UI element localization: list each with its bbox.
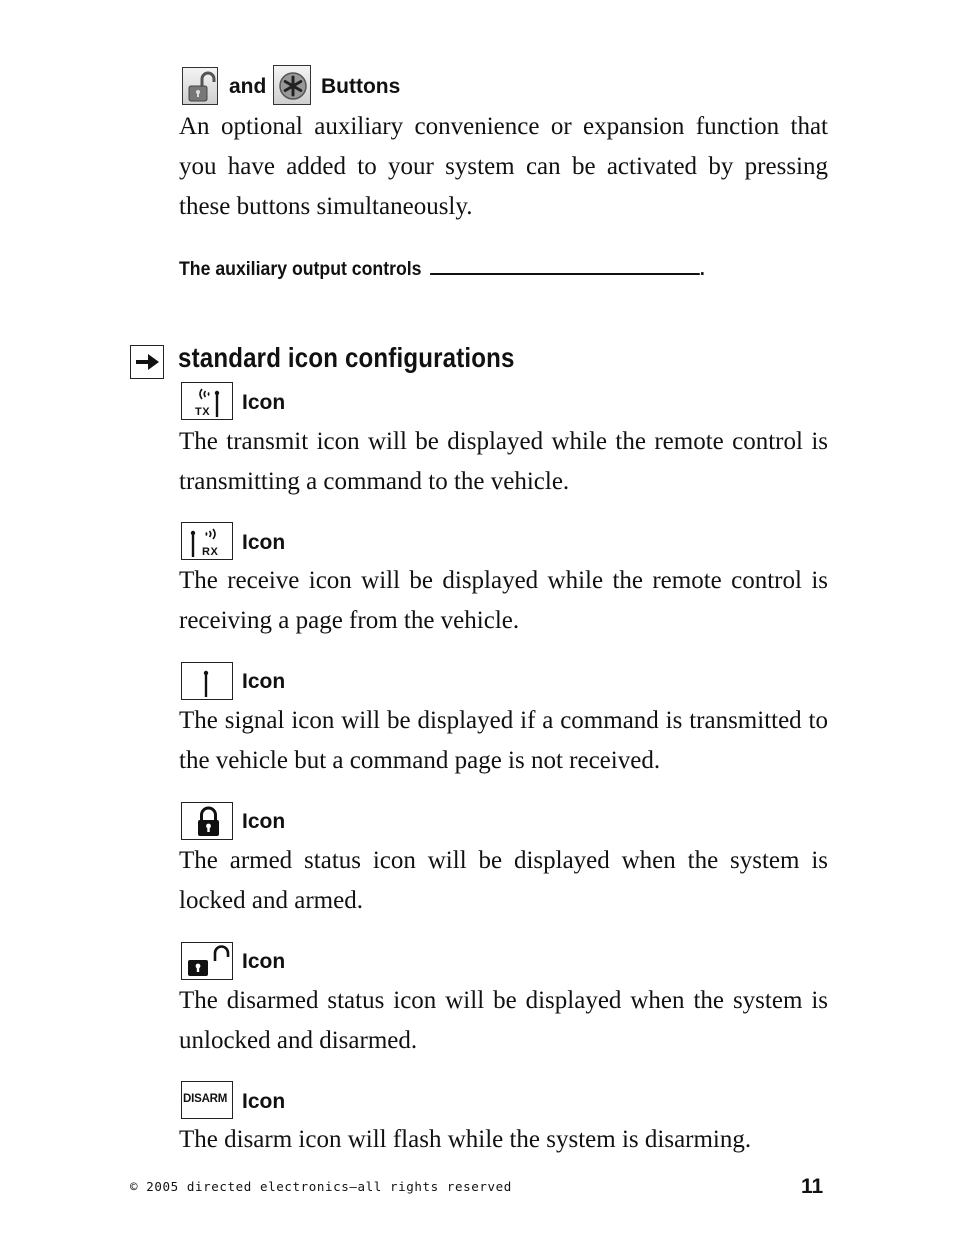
- aux-fill-in-end: .: [699, 259, 705, 280]
- section-title: standard icon configurations: [178, 342, 515, 373]
- aux-heading-buttons: Buttons: [321, 75, 401, 98]
- aux-fill-in-label: The auxiliary output controls: [179, 259, 422, 280]
- aux-description: An optional auxiliary convenience or expansion function that you have added to your system can be activated by pressing these buttons simultaneously.: [179, 113, 828, 220]
- asterisk-button-icon: [273, 65, 311, 105]
- page-number: 11: [801, 1175, 824, 1198]
- footer-copyright: © 2005 directed electronics—all rights reserved: [130, 1179, 512, 1194]
- signal-icon-label: Icon: [242, 670, 286, 693]
- disarm-text-icon-description: The disarm icon will flash while the system is disarming.: [179, 1126, 752, 1153]
- transmit-icon-label: Icon: [242, 391, 286, 414]
- aux-fill-in-blank: [430, 258, 700, 275]
- right-arrow-icon: [131, 346, 163, 378]
- armed-lock-icon-description: The armed status icon will be displayed when the system is locked and armed.: [179, 847, 828, 914]
- transmit-icon: [181, 382, 233, 420]
- receive-icon-label: Icon: [242, 531, 286, 554]
- aux-heading-and: and: [229, 75, 267, 98]
- receive-icon-description: The receive icon will be displayed while the remote control is receiving a page from the vehicle.: [179, 567, 828, 634]
- disarmed-unlock-icon-description: The disarmed status icon will be displayed when the system is unlocked and disarmed.: [179, 987, 828, 1054]
- disarm-text-icon-label: Icon: [242, 1090, 286, 1113]
- section-arrow-box: [130, 345, 164, 379]
- signal-icon-description: The signal icon will be displayed if a command is transmitted to the vehicle but a command page is not received.: [179, 707, 828, 774]
- armed-lock-icon: [181, 802, 233, 840]
- unlock-button-icon: [182, 67, 218, 105]
- aux-fill-in: [179, 258, 705, 281]
- transmit-icon-description: The transmit icon will be displayed while the remote control is transmitting a command to the vehicle.: [179, 428, 828, 495]
- disarmed-unlock-icon: [181, 942, 233, 980]
- disarm-text-icon: [181, 1081, 233, 1119]
- disarm-icon-text: DISARM: [183, 1093, 228, 1105]
- disarmed-unlock-icon-label: Icon: [242, 950, 286, 973]
- armed-lock-icon-label: Icon: [242, 810, 286, 833]
- transmit-icon-text: TX: [195, 406, 211, 418]
- signal-icon: [181, 662, 233, 700]
- receive-icon-text: RX: [202, 546, 219, 558]
- receive-icon: [181, 522, 233, 560]
